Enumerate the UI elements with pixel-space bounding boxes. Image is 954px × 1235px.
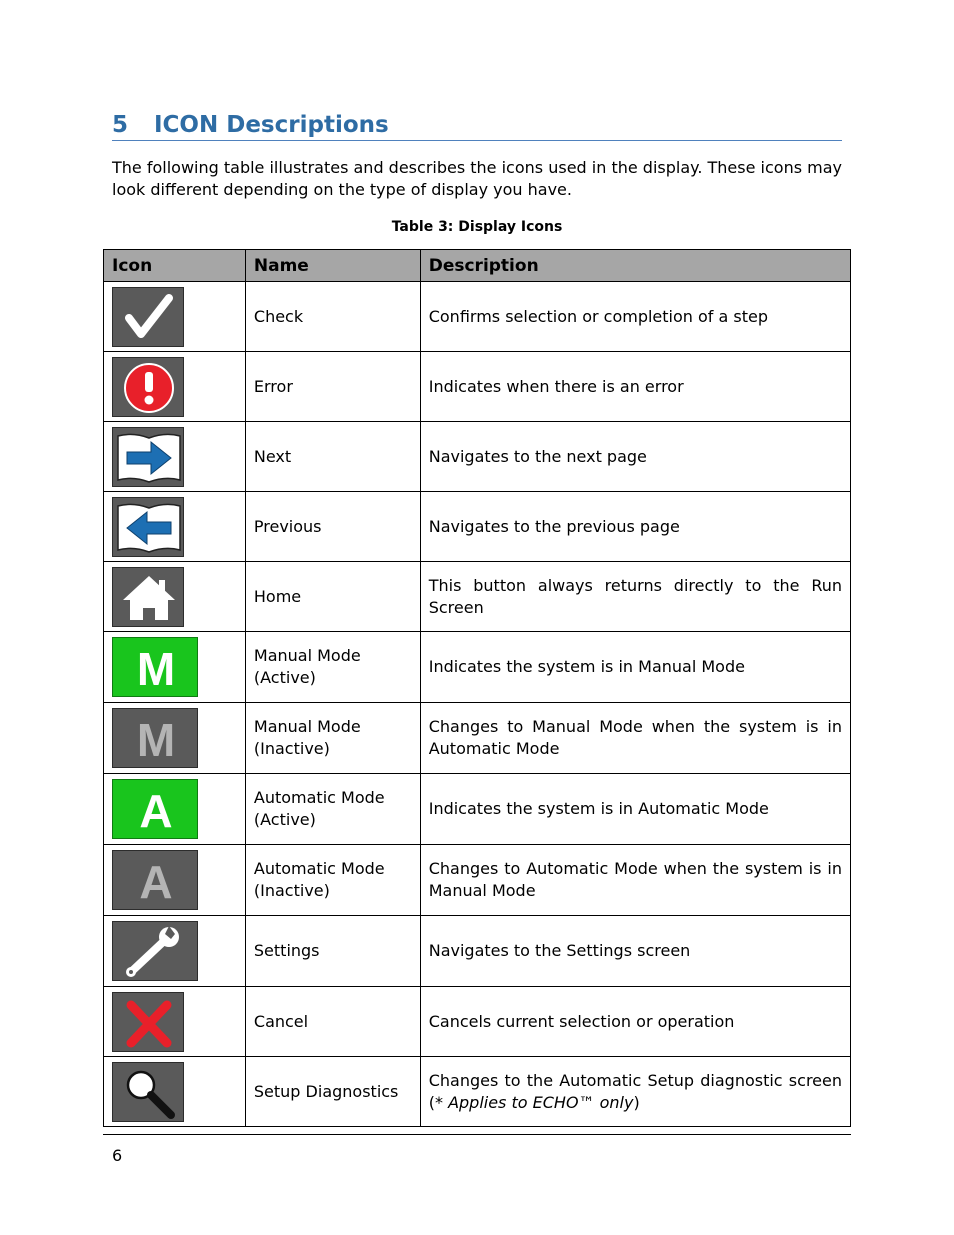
table-row [104,352,851,422]
column-header-icon: Icon [104,250,246,282]
row-name: Automatic Mode (Active) [245,774,420,845]
table-row [104,1057,851,1127]
column-header-description: Description [420,250,850,282]
automatic-mode-active-icon [112,779,198,839]
row-description: Confirms selection or completion of a step [420,282,850,352]
row-name: Check [245,282,420,352]
row-name: Error [245,352,420,422]
row-description: Navigates to the previous page [420,492,850,562]
manual-mode-inactive-icon [112,708,198,768]
section-number: 5 [112,112,129,138]
table-row [104,282,851,352]
row-name: Manual Mode (Inactive) [245,703,420,774]
table-row [104,562,851,632]
row-name: Manual Mode (Active) [245,632,420,703]
row-description: Changes to Manual Mode when the system is in Automatic Mode [420,703,850,774]
manual-glyph: M [136,643,176,695]
table-row [104,492,851,562]
page-number: 6 [112,1146,123,1165]
setup-diagnostics-magnifier-icon [112,1062,184,1122]
row-name: Cancel [245,987,420,1057]
table-row [104,845,851,916]
row-name: Next [245,422,420,492]
check-icon [112,287,184,347]
section-title: ICON Descriptions [154,112,389,138]
cancel-icon [112,992,184,1052]
row-description: Navigates to the Settings screen [420,916,850,987]
error-icon [112,357,184,417]
row-description: Indicates the system is in Automatic Mode [420,774,850,845]
row-description: Indicates when there is an error [420,352,850,422]
table-row [104,987,851,1057]
table-caption: Table 3: Display Icons [391,219,563,235]
intro-paragraph: The following table illustrates and describes the icons used in the display. These icons may look different depending on the type of display you have. [112,158,842,199]
row-description-italic: Applies to ECHO™ only [448,1092,634,1112]
manual-mode-active-icon [112,637,198,697]
row-description-end: ) [633,1092,640,1112]
footer-divider [103,1134,851,1135]
row-name: Home [245,562,420,632]
automatic-glyph: A [139,785,173,837]
row-description: Indicates the system is in Manual Mode [420,632,850,703]
next-page-icon [112,427,184,487]
table-row [104,703,851,774]
home-icon [112,567,184,627]
table-row [104,774,851,845]
previous-page-icon [112,497,184,557]
row-name: Settings [245,916,420,987]
row-description [420,1057,850,1127]
row-description: Cancels current selection or operation [420,987,850,1057]
display-icons-table [103,249,851,1127]
table-row [104,632,851,703]
table-row [104,422,851,492]
manual-glyph: M [136,714,176,766]
table-header-row [104,250,851,282]
row-description-main: Changes to the Automatic Setup diagnostic screen (* [428,1070,842,1112]
section-heading [112,110,842,141]
table-row [104,916,851,987]
settings-wrench-icon [112,921,198,981]
column-header-name: Name [245,250,420,282]
automatic-mode-inactive-icon [112,850,198,910]
row-name: Automatic Mode (Inactive) [245,845,420,916]
row-description: This button always returns directly to the Run Screen [420,562,850,632]
automatic-glyph: A [139,856,173,908]
row-description: Navigates to the next page [420,422,850,492]
row-name: Previous [245,492,420,562]
row-name: Setup Diagnostics [245,1057,420,1127]
row-description: Changes to Automatic Mode when the system is in Manual Mode [420,845,850,916]
